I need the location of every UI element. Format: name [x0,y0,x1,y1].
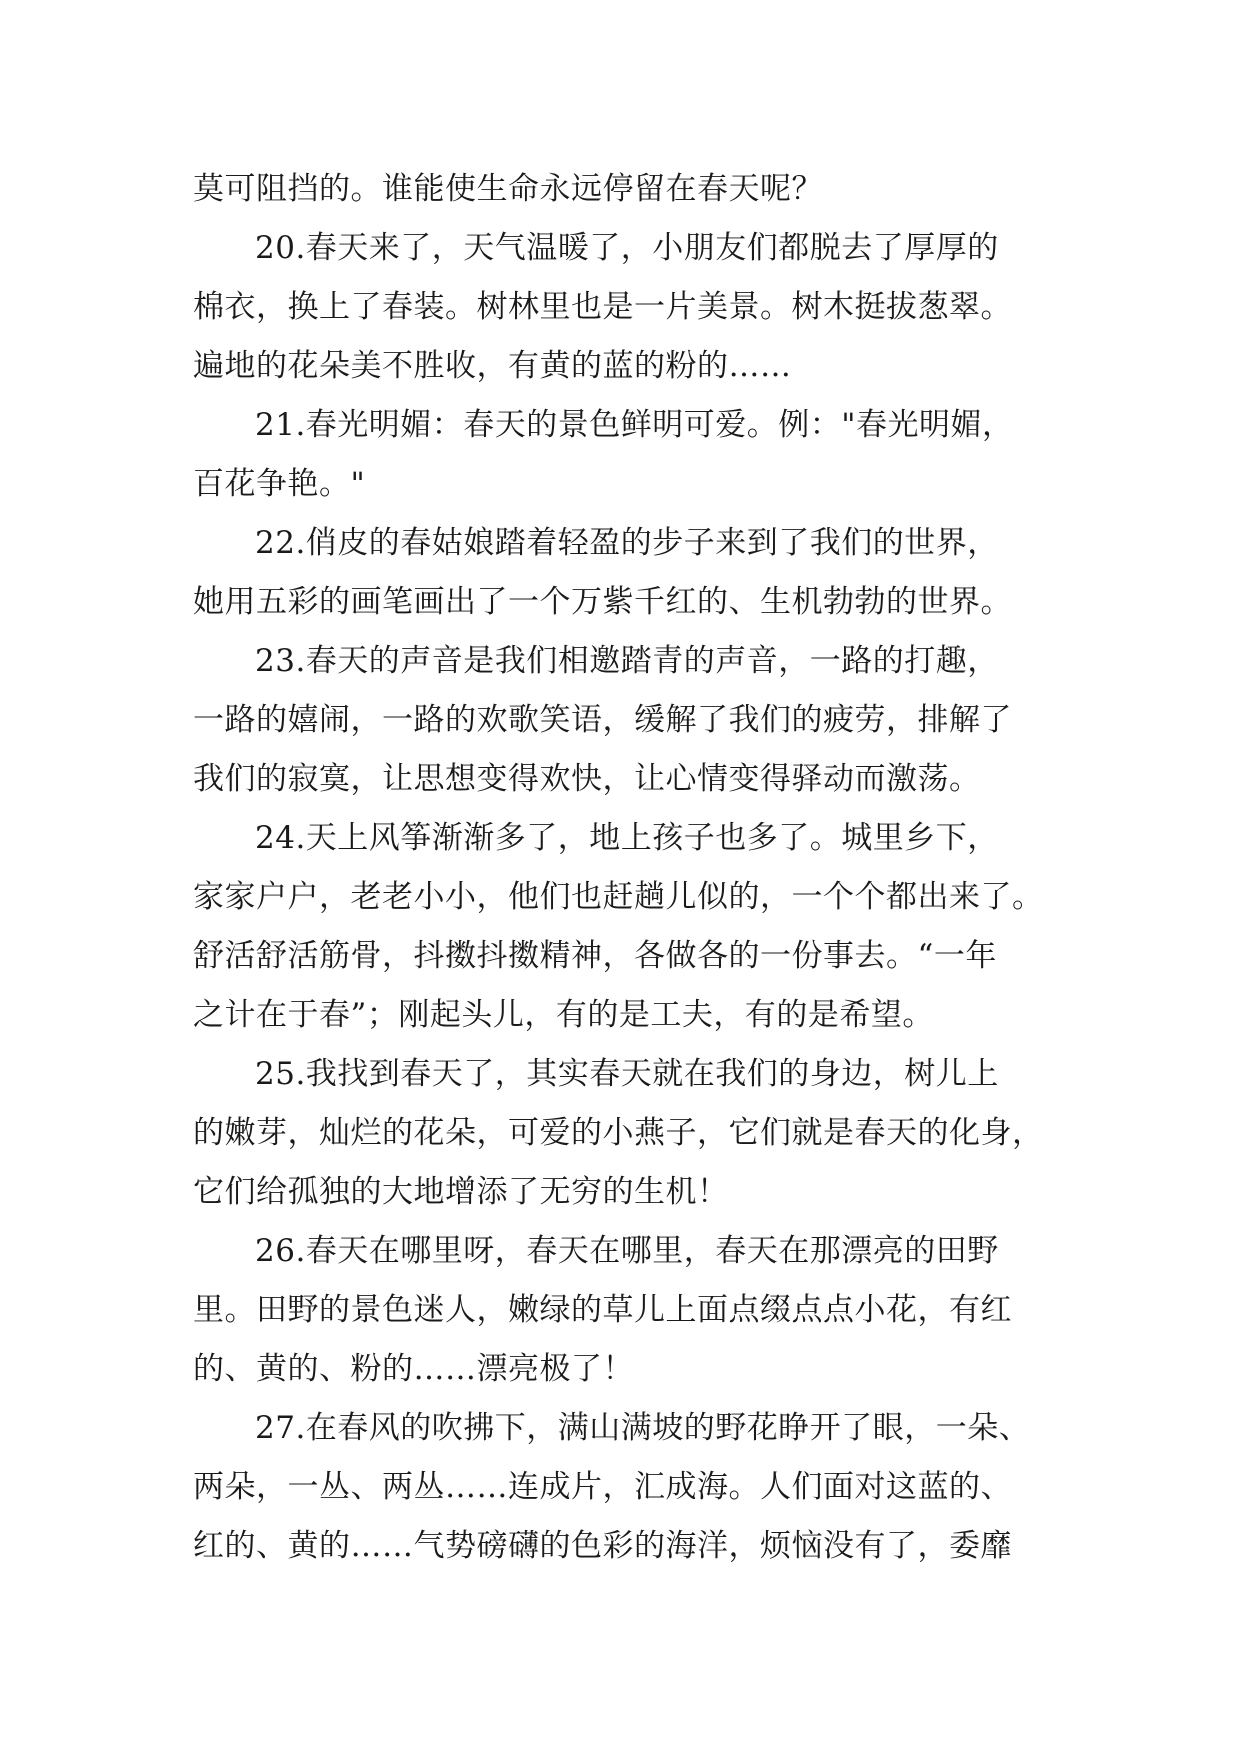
paragraph-20 [193,219,1073,396]
text-line: 我们的寂寞，让思想变得欢快，让心情变得驿动而激荡。 [193,761,981,797]
paragraph-26 [193,1222,1073,1399]
paragraph-24 [193,809,1073,1045]
text-line: 的、黄的、粉的……漂亮极了！ [193,1351,634,1387]
text-line: 25.我找到春天了，其实春天就在我们的身边，树儿上 [255,1056,999,1092]
paragraph-23 [193,632,1073,809]
paragraph-22 [193,514,1073,632]
paragraph-continuation [193,160,1073,219]
body-text [193,160,1073,1576]
paragraph-21 [193,396,1073,514]
text-line: 家家户户，老老小小，他们也赶趟儿似的，一个个都出来了。 [193,879,1044,915]
text-line: 遍地的花朵美不胜收，有黄的蓝的粉的…… [193,348,792,384]
paragraph-25 [193,1045,1073,1222]
text-line: 一路的嬉闹，一路的欢歌笑语，缓解了我们的疲劳，排解了 [193,702,1012,738]
text-line: 红的、黄的……气势磅礴的色彩的海洋，烦恼没有了，委靡 [193,1528,1012,1564]
text-line: 舒活舒活筋骨，抖擞抖擞精神，各做各的一份事去。“一年 [193,938,997,974]
text-line: 百花争艳。" [193,466,366,502]
text-line: 之计在于春”；刚起头儿，有的是工夫，有的是希望。 [193,997,934,1033]
text-line: 里。田野的景色迷人，嫩绿的草儿上面点缀点点小花，有红 [193,1292,1012,1328]
text-line: 27.在春风的吹拂下，满山满坡的野花睁开了眼，一朵、 [255,1410,1031,1446]
text-line: 26.春天在哪里呀，春天在哪里，春天在那漂亮的田野 [255,1233,999,1269]
text-line: 24.天上风筝渐渐多了，地上孩子也多了。城里乡下， [255,820,999,856]
text-line: 21.春光明媚：春天的景色鲜明可爱。例："春光明媚， [255,407,1014,443]
paragraph-27 [193,1399,1073,1576]
text-line: 莫可阻挡的。谁能使生命永远停留在春天呢？ [193,171,823,207]
text-line: 它们给孤独的大地增添了无穷的生机！ [193,1174,729,1210]
text-line: 23.春天的声音是我们相邀踏青的声音，一路的打趣， [255,643,999,679]
text-line: 两朵，一丛、两丛……连成片，汇成海。人们面对这蓝的、 [193,1469,1012,1505]
text-line: 22.俏皮的春姑娘踏着轻盈的步子来到了我们的世界， [255,525,999,561]
text-line: 棉衣，换上了春装。树林里也是一片美景。树木挺拔葱翠。 [193,289,1012,325]
text-line: 20.春天来了，天气温暖了，小朋友们都脱去了厚厚的 [255,230,999,266]
text-line: 的嫩芽，灿烂的花朵，可爱的小燕子，它们就是春天的化身， [193,1115,1044,1151]
text-line: 她用五彩的画笔画出了一个万紫千红的、生机勃勃的世界。 [193,584,1012,620]
